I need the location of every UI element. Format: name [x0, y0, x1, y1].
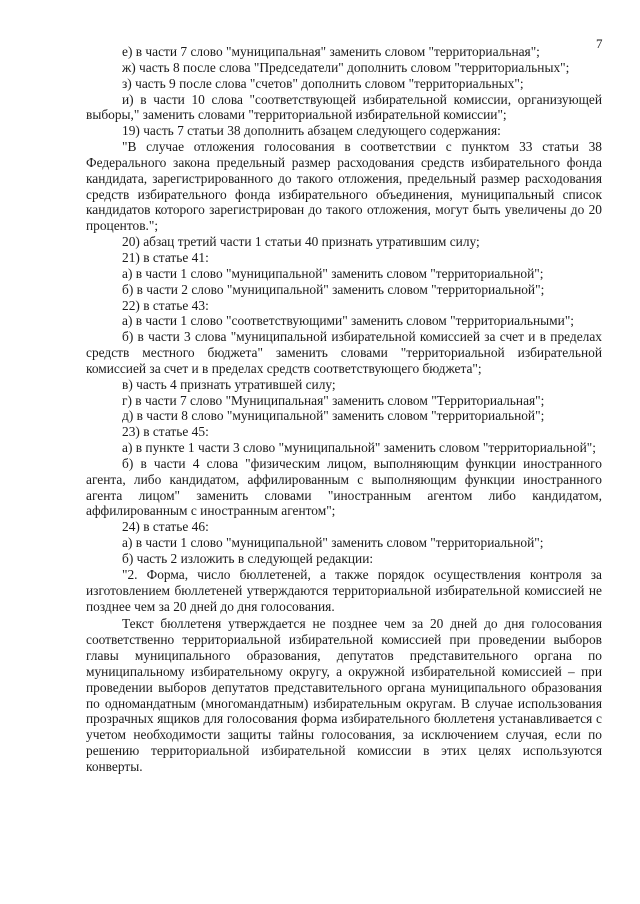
- paragraph-item-20: 20) абзац третий части 1 статьи 40 признать утратившим силу;: [122, 234, 480, 250]
- paragraph-24-b: б) часть 2 изложить в следующей редакции:: [122, 551, 374, 566]
- paragraph-item-24: 24) в статье 46:: [122, 519, 209, 535]
- paragraph-21-b: б) в части 2 слово "муниципальной" заменить словом "территориальной";: [122, 281, 545, 297]
- paragraph-item-19: 19) часть 7 статьи 38 дополнить абзацем следующего содержания:: [122, 123, 501, 139]
- paragraph-quoted-article-38: "В случае отложения голосования в соответствии с пунктом 33 статьи 38 Федерального закона предельный размер расходования средств избирательного фонда кандидата, зарегистрированного до такого отложения, предельный размер расходования средств избирательного фонда избирательного объединения, муниципальный список кандидатов которого зарегистрирован до такого отложения, могут быть увеличены до 20 процентов.";: [86, 139, 602, 234]
- paragraph-22-a: а) в части 1 слово "соответствующими" заменить словом "территориальными";: [122, 313, 575, 329]
- paragraph-22-d: д) в части 8 слово "муниципальной" заменить словом "территориальной";: [122, 408, 545, 424]
- paragraph-zh-part-8: ж) часть 8 после слова "Председатели" дополнить словом "территориальных";: [122, 59, 570, 75]
- paragraph-z-part-9: з) часть 9 после слова "счетов" дополнить словом "территориальных";: [122, 75, 524, 91]
- paragraph-22-b: б) в части 3 слова "муниципальной избирательной комиссией за счет и в пределах средств местного бюджета" заменить словами "территориальной избирательной комиссией за счет и в пределах средств соответствующего бюджета";: [86, 329, 602, 376]
- document-body: [86, 44, 602, 775]
- paragraph-e-part-7: е) в части 7 слово "муниципальная" заменить словом "территориальная";: [122, 44, 540, 59]
- paragraph-22-g: г) в части 7 слово "Муниципальная" заменить словом "Территориальная";: [122, 392, 545, 408]
- paragraph-23-a: а) в пункте 1 части 3 слово "муниципальной" заменить словом "территориальной";: [122, 440, 596, 456]
- paragraph-24-a: а) в части 1 слово "муниципальной" заменить словом "территориальной";: [122, 535, 544, 551]
- paragraph-item-23: 23) в статье 45:: [122, 424, 209, 440]
- paragraph-22-v: в) часть 4 признать утратившей силу;: [122, 376, 336, 392]
- paragraph-i-part-10: и) в части 10 слова "соответствующей избирательной комиссии, организующей выборы," заменить словами "территориальной избирательной комиссии";: [86, 91, 602, 123]
- page-number: 7: [596, 36, 603, 51]
- paragraph-item-21: 21) в статье 41:: [122, 249, 209, 265]
- paragraph-23-b: б) в части 4 слова "физическим лицом, выполняющим функции иностранного агента, либо кандидатом, аффилированным с выполняющим функции иностранного агента лицом" заменить словами "иностранным агентом либо кандидатом, аффилированным с иностранным агентом";: [86, 455, 602, 519]
- paragraph-item-22: 22) в статье 43:: [122, 297, 209, 313]
- paragraph-quoted-part-2: "2. Форма, число бюллетеней, а также порядок осуществления контроля за изготовлением бюллетеней утверждаются территориальной избирательной комиссией не позднее чем за 20 дней до дня голосования.: [86, 566, 602, 614]
- paragraph-ballot-text: Текст бюллетеня утверждается не позднее чем за 20 дней до дня голосования соответственно территориальной избирательной комиссией при проведении выборов главы муниципального образования, депутатов представительного органа по муниципальному избирательному округу, а окружной избирательной комиссией – при проведении выборов депутатов представительного органа муниципального образования по одномандатным (многомандатным) избирательным округам. В случае использования прозрачных ящиков для голосования форма избирательного бюллетеня устанавливается с учетом необходимости защиты тайны голосования, за исключением случая, если по решению территориальной избирательной комиссии в этих целях используются конверты.: [86, 616, 602, 774]
- paragraph-21-a: а) в части 1 слово "муниципальной" заменить словом "территориальной";: [122, 265, 544, 281]
